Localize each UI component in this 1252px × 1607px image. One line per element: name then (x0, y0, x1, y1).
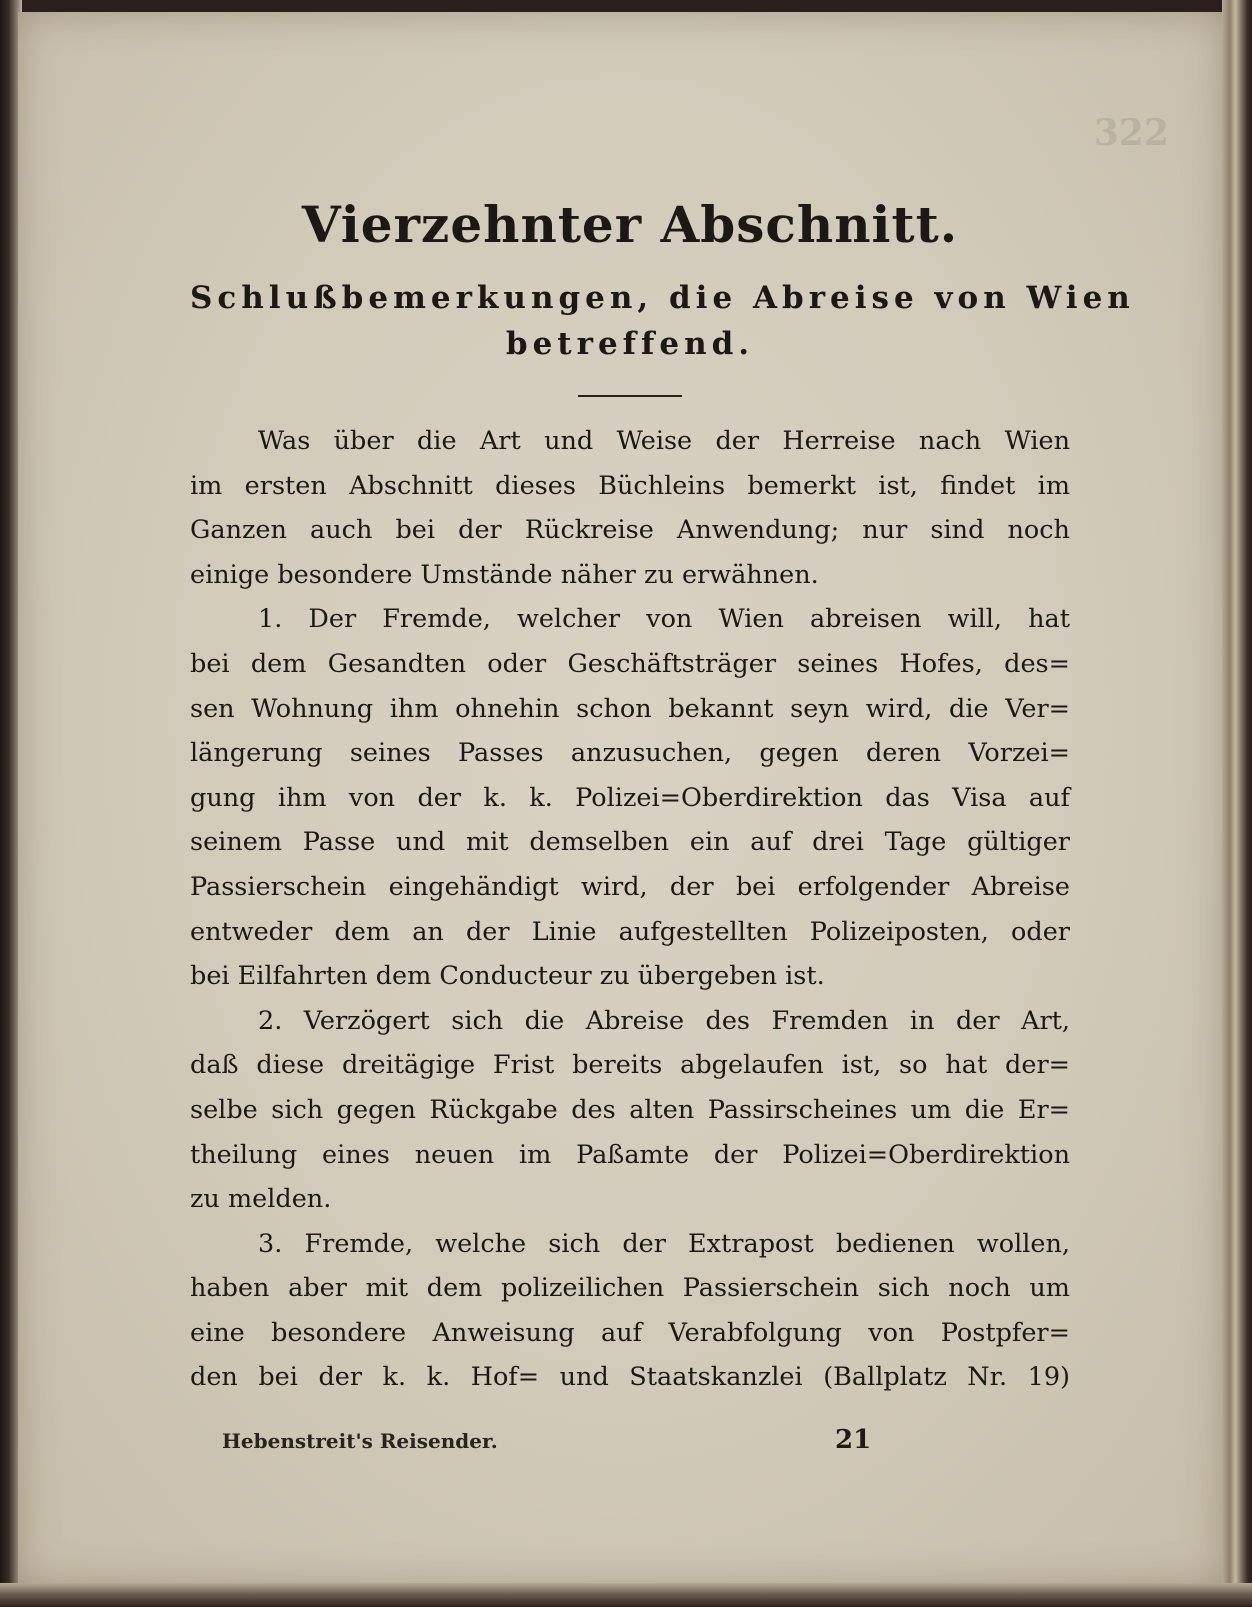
paragraph-item-3 (190, 1222, 1070, 1400)
text-line: seinem Passe und mit demselben ein auf drei Tage gültiger (190, 827, 1070, 858)
text-line: Passierschein eingehändigt wird, der bei erfolgender Abreise (190, 871, 1070, 902)
text-line: 1. Der Fremde, welcher von Wien abreisen will, hat (258, 604, 1070, 635)
text-line: Ganzen auch bei der Rückreise Anwendung; nur sind noch (190, 515, 1070, 546)
text-line: sen Wohnung ihm ohnehin schon bekannt seyn wird, die Ver= (190, 693, 1070, 724)
bottom-page-edge (0, 1583, 1252, 1607)
paragraph-intro (190, 419, 1070, 597)
text-line: 2. Verzögert sich die Abreise des Fremden in der Art, (258, 1005, 1070, 1036)
text-line: den bei der k. k. Hof= und Staatskanzlei (Ballplatz Nr. 19) (190, 1362, 1070, 1393)
subtitle-line: betreffend. (505, 326, 755, 362)
text-line: längerung seines Passes anzusuchen, gegen deren Vorzei= (190, 738, 1070, 769)
text-line: gung ihm von der k. k. Polizei=Oberdirektion das Visa auf (190, 782, 1070, 813)
bleed-through-page-number: 322 (1093, 112, 1169, 154)
subtitle-line: Schlußbemerkungen, die Abreise von Wien (190, 280, 1135, 316)
text-line: daß diese dreitägige Frist bereits abgelaufen ist, so hat der= (190, 1050, 1070, 1081)
paragraph-item-2 (190, 999, 1070, 1222)
text-line: entweder dem an der Linie aufgestellten Polizeiposten, oder (190, 916, 1070, 947)
paragraph-item-1 (190, 597, 1070, 998)
text-line: bei dem Gesandten oder Geschäftsträger seines Hofes, des= (190, 648, 1070, 679)
chapter-subtitle (190, 275, 1135, 367)
page-content (190, 185, 1135, 1400)
text-line: Was über die Art und Weise der Herreise nach Wien (258, 426, 1070, 456)
page-stack-edge (1222, 0, 1252, 1607)
text-line: haben aber mit dem polizeilichen Passierschein sich noch um (190, 1273, 1070, 1304)
text-line: zu melden. (190, 1184, 332, 1215)
text-line: eine besondere Anweisung auf Verabfolgung von Postpfer= (190, 1317, 1070, 1348)
text-line: theilung eines neuen im Paßamte der Polizei=Oberdirektion (190, 1139, 1070, 1170)
divider-rule (578, 395, 682, 397)
text-line: bei Eilfahrten dem Conducteur zu übergeben ist. (190, 961, 825, 992)
chapter-heading: Vierzehnter Abschnitt. (301, 195, 959, 254)
text-line: selbe sich gegen Rückgabe des alten Passirscheines um die Er= (190, 1094, 1070, 1125)
text-line: im ersten Abschnitt dieses Büchleins bemerkt ist, findet im (190, 470, 1070, 501)
text-line: 3. Fremde, welche sich der Extrapost bedienen wollen, (258, 1228, 1070, 1259)
text-line: einige besondere Umstände näher zu erwähnen. (190, 559, 819, 590)
page-footer (210, 1425, 1070, 1465)
page-number: 21 (835, 1425, 872, 1455)
printer-signature: Hebenstreit's Reisender. (222, 1429, 498, 1453)
